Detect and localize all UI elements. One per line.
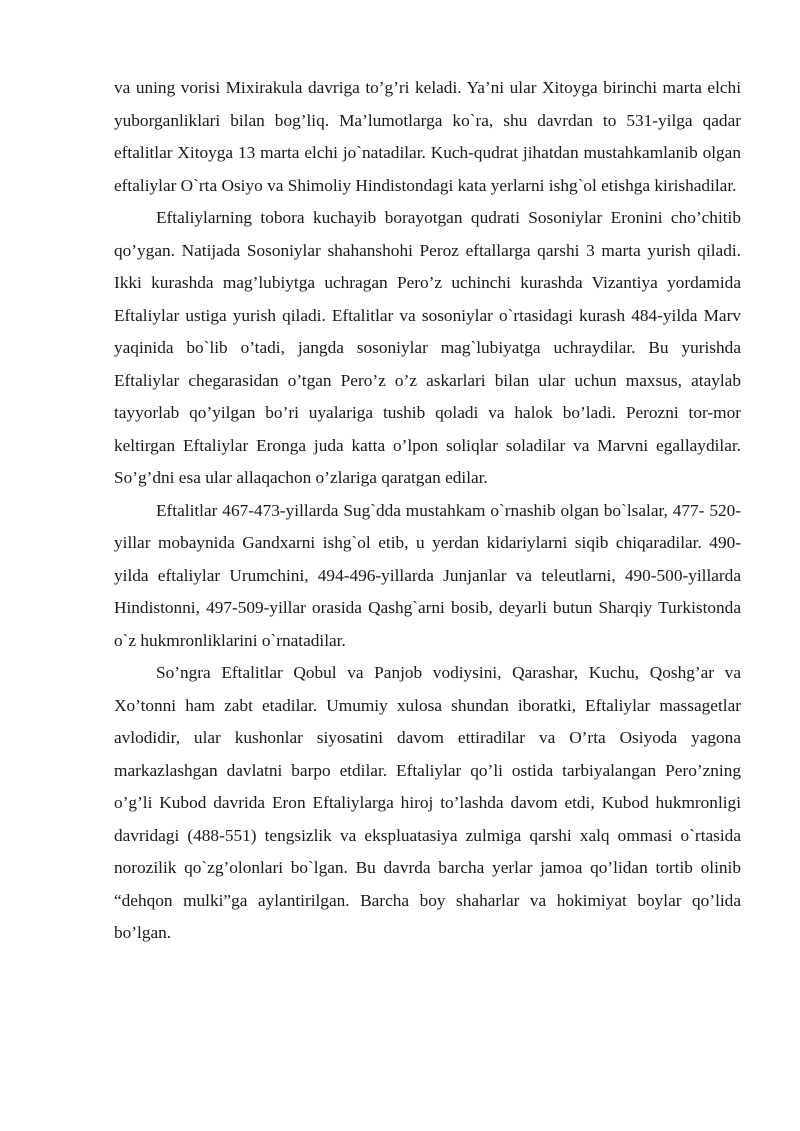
paragraph-conclusion: So’ngra Eftalitlar Qobul va Panjob vodiysini, Qarashar, Kuchu, Qoshg’ar va Xo’tonni ham zabt etadilar. Umumiy xulosa shundan iboratki, Eftaliylar massagetlar avlodidir, ular kushonlar siyosatini davom ettiradilar va O’rta Osiyoda yagona markazlashgan davlatni barpo etdilar. Eftaliylar qo’li ostida tarbiyalangan Pero’zning o’g’li Kubod davrida Eron Eftaliylarga hiroj to’lashda davom etdi, Kubod hukmronligi davridagi (488-551) tengsizlik va ekspluatasiya zulmiga qarshi xalq ommasi o`rtasida norozilik qo`zg’olonlari bo`lgan. Bu davrda barcha yerlar jamoa qo’lidan tortib olinib “dehqon mulki”ga aylantirilgan. Barcha boy shaharlar va hokimiyat boylar qo’lida bo’lgan. (114, 663, 741, 942)
paragraph-conquests: Eftalitlar 467-473-yillarda Sug`dda mustahkam o`rnashib olgan bo`lsalar, 477- 520-yillar mobaynida Gandxarni ishg`ol etib, u yerdan kidariylarni siqib chiqaradilar. 490-yilda eftaliylar Urumchini, 494-496-yillarda Junjanlar va teleutlarni, 490-500-yillarda Hindistonni, 497-509-yillar orasida Qashg`arni bosib, deyarli butun Sharqiy Turkistonda o`z hukmronliklarini o`rnatadilar. (114, 500, 741, 650)
paragraph-sosoniylar: Eftaliylarning tobora kuchayib borayotgan qudrati Sosoniylar Eronini cho’chitib qo’ygan. Natijada Sosoniylar shahanshohi Peroz eftallarga qarshi 3 marta yurish qiladi. Ikki kurashda mag’lubiytga uchragan Pero’z uchinchi kurashda Vizantiya yordamida Eftaliylar ustiga yurish qiladi. Eftalitlar va sosoniylar o`rtasidagi kurash 484-yilda Marv yaqinida bo`lib o’tadi, jangda sosoniylar mag`lubiyatga uchraydilar. Bu yurishda Eftaliylar chegarasidan o’tgan Pero’z o’z askarlari bilan ular uchun maxsus, ataylab tayyorlab qo’yilgan bo’ri uyalariga tushib qoladi va halok bo’ladi. Perozni tor-mor keltirgan Eftaliylar Eronga juda katta o’lpon soliqlar soladilar va Marvni egallaydilar. So’g’dni esa ular allaqachon o’zlariga qaratgan edilar. (114, 208, 741, 487)
paragraph-continuation: va uning vorisi Mixirakula davriga to’g’ri keladi. Ya’ni ular Xitoyga birinchi marta elchi yuborganliklari bilan bog’liq. Ma’lumotlarga ko`ra, shu davrdan to 531-yilga qadar eftalitlar Xitoyga 13 marta elchi jo`natadilar. Kuch-qudrat jihatdan mustahkamlanib olgan eftaliylar O`rta Osiyo va Shimoliy Hindistondagi kata yerlarni ishg`ol etishga kirishadilar. (114, 78, 741, 195)
document-page (114, 72, 741, 950)
